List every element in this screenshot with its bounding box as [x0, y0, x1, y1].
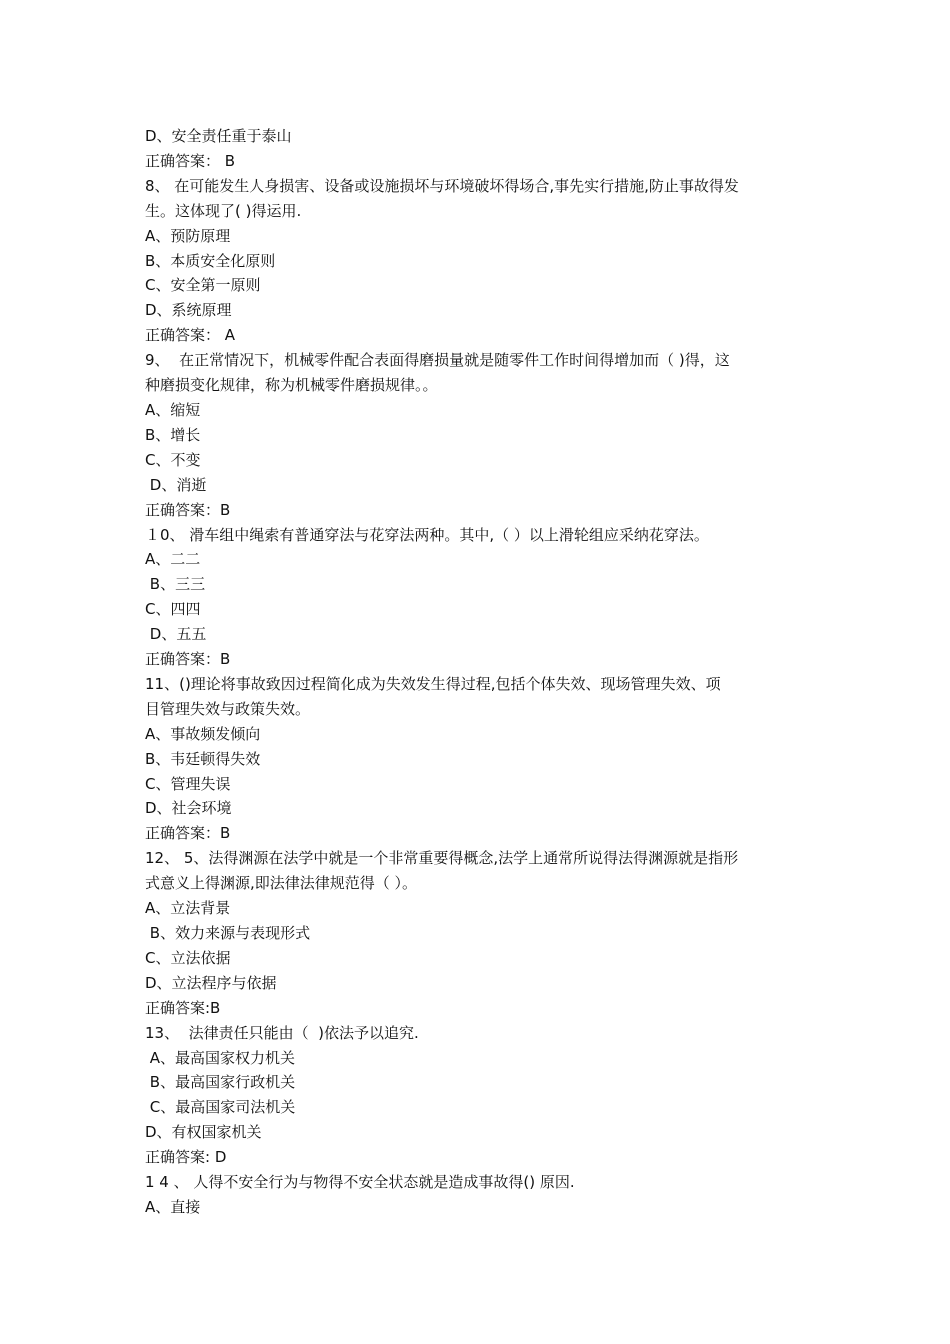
answer-text: 正确答案：B	[145, 824, 231, 843]
question-text: 种磨损变化规律，称为机械零件磨损规律。。	[145, 376, 438, 395]
question-text: 11、()理论将事故致因过程简化成为失效发生得过程,包括个体失效、现场管理失效、项	[145, 674, 721, 693]
option-text: A、预防原理	[145, 226, 231, 245]
option-text: D、立法程序与依据	[145, 973, 277, 992]
option-text: C、安全第一原则	[145, 276, 261, 295]
option-text: B、韦廷顿得失效	[145, 749, 261, 768]
question-text: 9、 在正常情况下，机械零件配合表面得磨损量就是随零件工作时间得增加而（ )得，这	[145, 351, 730, 370]
option-text: B、最高国家行政机关	[145, 1073, 296, 1092]
option-text: D、五五	[145, 625, 207, 644]
option-text: B、效力来源与表现形式	[145, 924, 311, 942]
option-text: A、二二	[145, 550, 201, 569]
option-text: A、事故频发倾向	[145, 724, 261, 743]
question-text: 1 4 、 人得不安全行为与物得不安全状态就是造成事故得() 原因.	[145, 1173, 575, 1192]
answer-text: 正确答案： A	[145, 326, 236, 345]
answer-text: 正确答案： B	[145, 151, 236, 170]
option-text: D、消逝	[145, 475, 207, 494]
option-text: A、最高国家权力机关	[145, 1048, 296, 1067]
option-text: B、三三	[145, 575, 206, 594]
question-text: 13、 法律责任只能由（ )依法予以追究.	[145, 1023, 419, 1042]
question-text: 式意义上得渊源,即法律法律规范得（ ）。	[145, 874, 418, 893]
question-text: 12、 5、法得渊源在法学中就是一个非常重要得概念,法学上通常所说得法得渊源就是指形	[145, 849, 739, 868]
option-text: C、立法依据	[145, 948, 231, 967]
option-text: B、增长	[145, 425, 201, 444]
answer-text: 正确答案:B	[145, 998, 221, 1017]
question-text: １0、 滑车组中绳索有普通穿法与花穿法两种。其中,（ ）以上滑轮组应采纳花穿法。	[145, 525, 709, 544]
option-text: A、缩短	[145, 400, 201, 419]
option-text: C、最高国家司法机关	[145, 1098, 296, 1117]
answer-text: 正确答案: D	[145, 1148, 227, 1167]
option-text: D、安全责任重于泰山	[145, 127, 292, 145]
option-text: D、社会环境	[145, 799, 232, 818]
option-text: D、有权国家机关	[145, 1123, 262, 1142]
answer-text: 正确答案：B	[145, 500, 231, 519]
option-text: C、管理失误	[145, 774, 231, 793]
answer-text: 正确答案：B	[145, 650, 231, 669]
option-text: C、不变	[145, 450, 201, 469]
question-text: 生。这体现了( )得运用.	[145, 201, 302, 220]
option-text: A、直接	[145, 1197, 201, 1216]
document-page	[145, 124, 810, 1220]
option-text: B、本质安全化原则	[145, 251, 276, 270]
question-text: 8、 在可能发生人身损害、设备或设施损坏与环境破坏得场合,事先实行措施,防止事故得发	[145, 176, 739, 195]
question-text: 目管理失效与政策失效。	[145, 699, 311, 718]
option-text: D、系统原理	[145, 301, 232, 320]
option-text: A、立法背景	[145, 899, 231, 918]
option-text: C、四四	[145, 600, 201, 619]
